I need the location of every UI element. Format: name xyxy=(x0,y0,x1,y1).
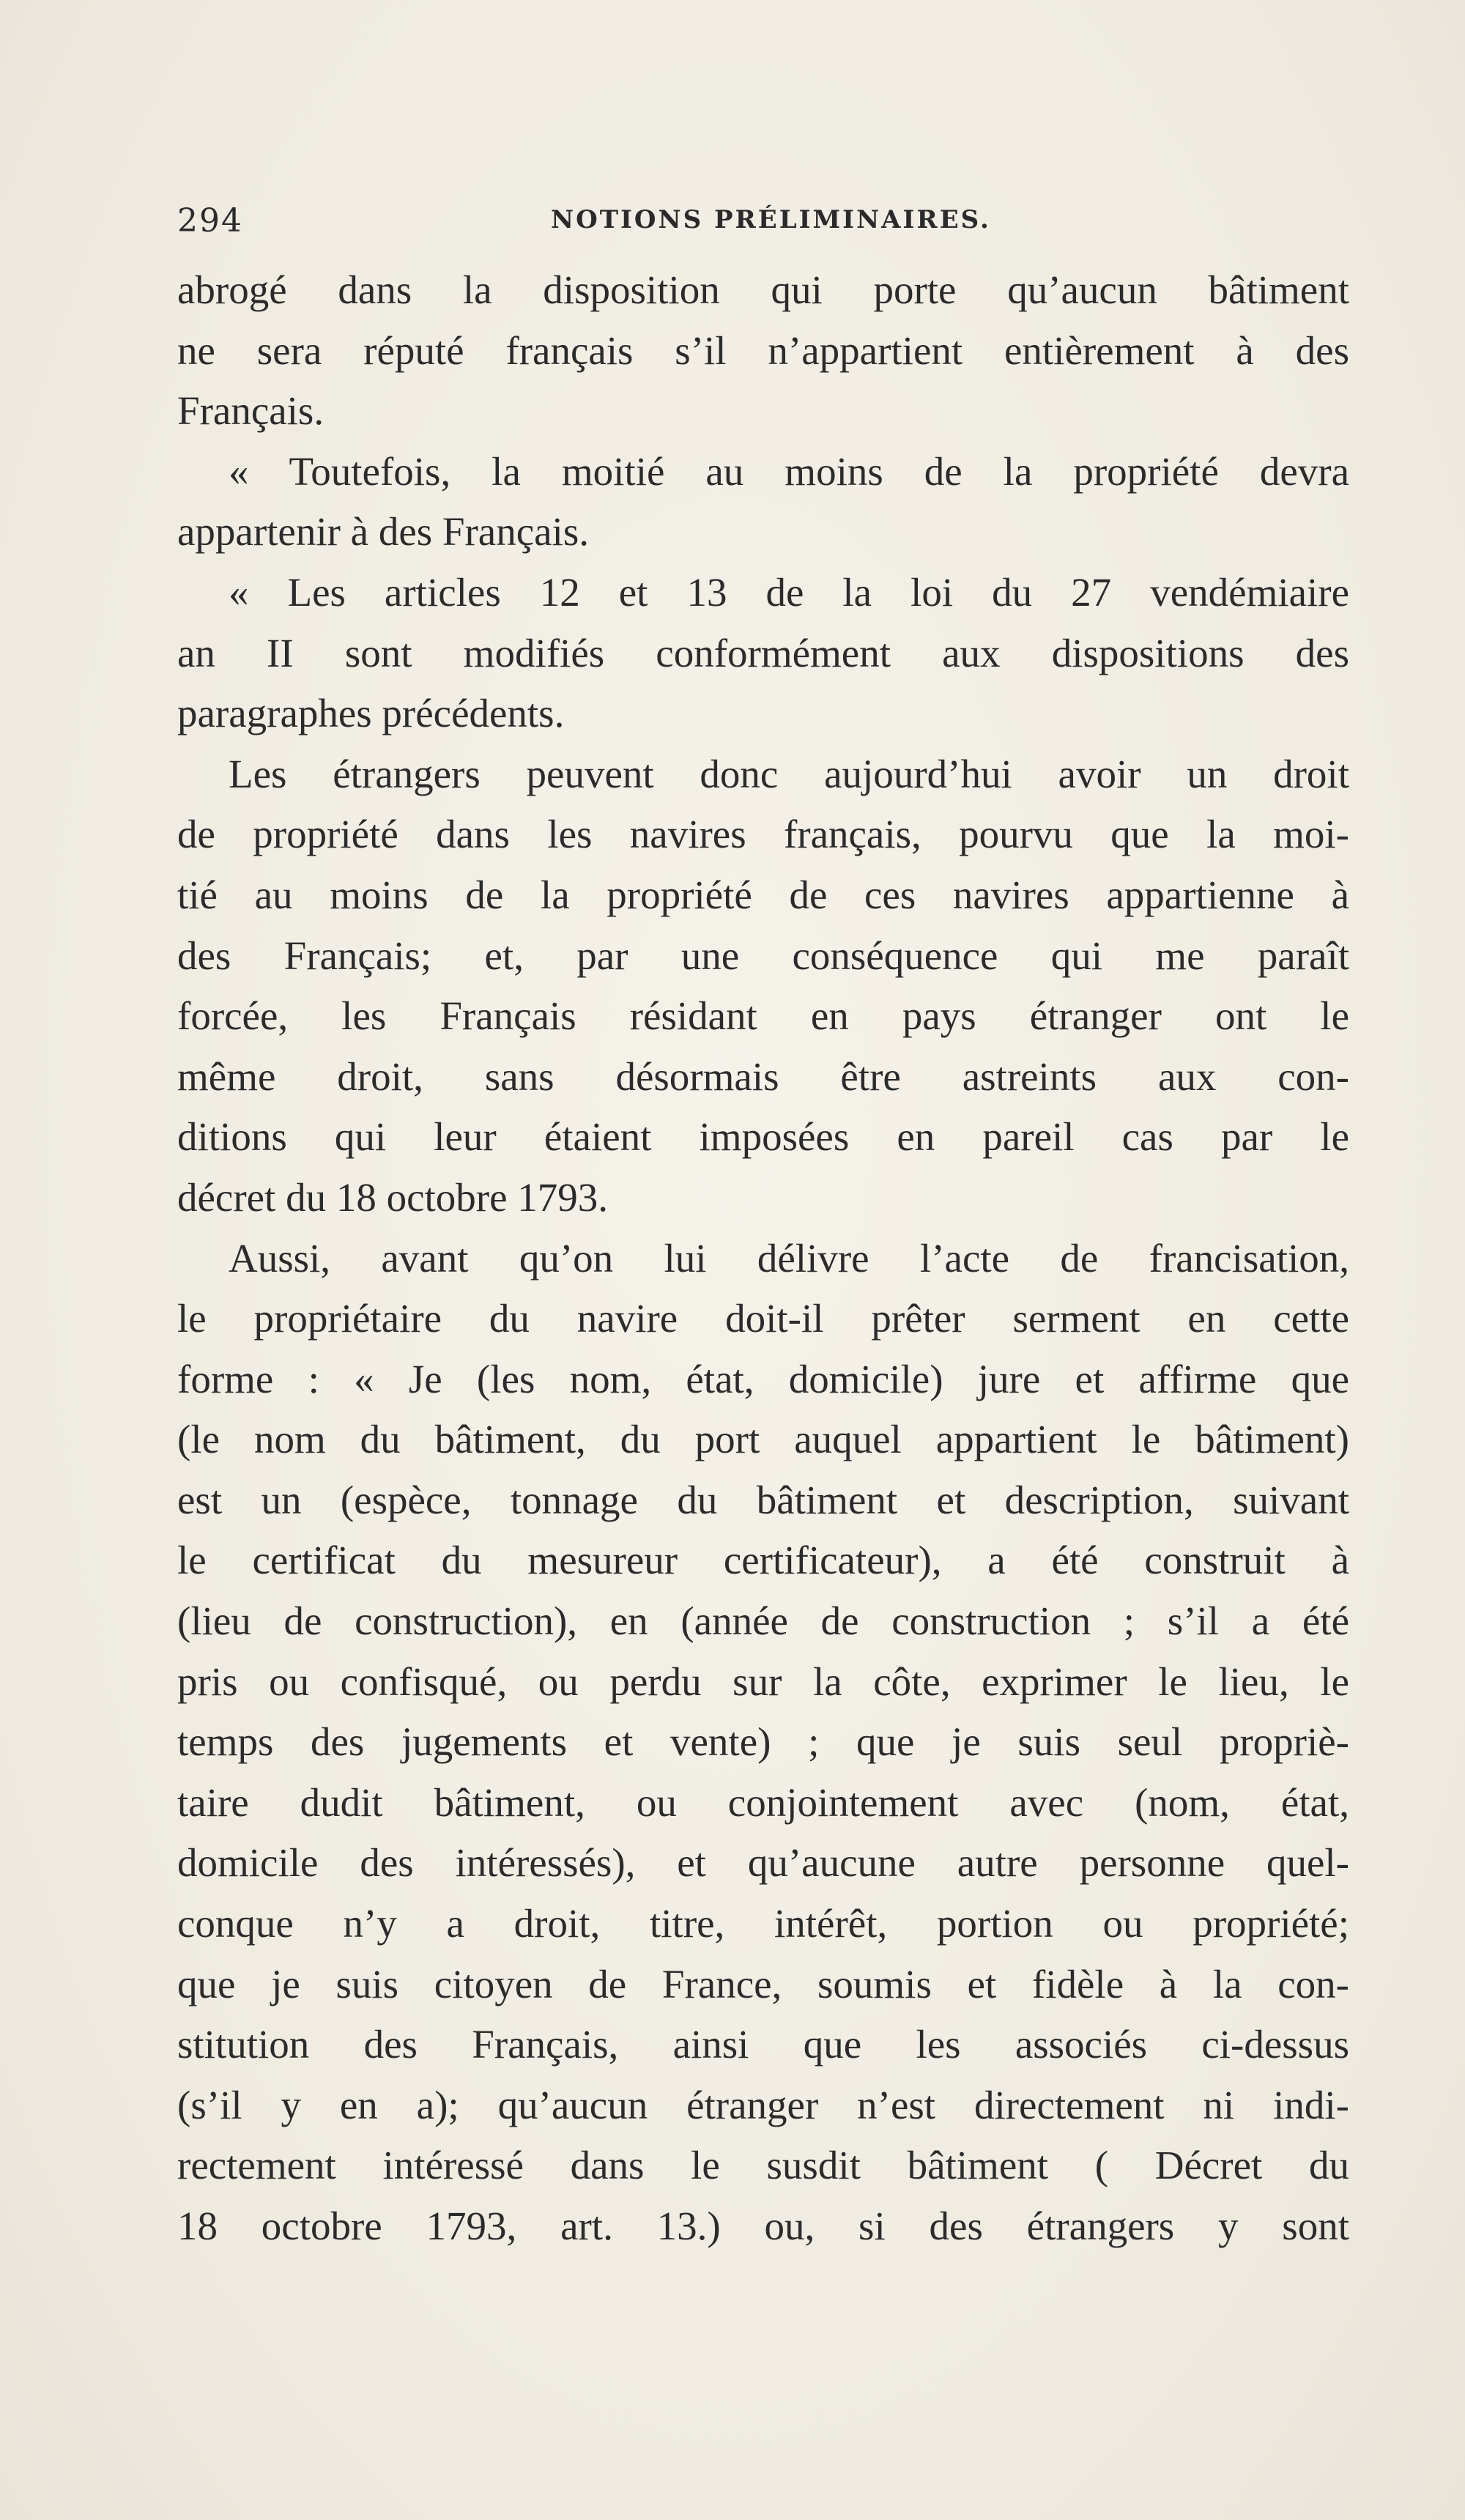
paragraph xyxy=(177,744,1349,1228)
text-line: est un (espèce, tonnage du bâtiment et description, suivant xyxy=(177,1477,1349,1522)
text-line: an II sont modifiés conformément aux dispositions des xyxy=(177,630,1349,675)
text-line: forcée, les Français résidant en pays étranger ont le xyxy=(177,993,1349,1039)
text-line: ne sera réputé français s’il n’appartient entièrement à des xyxy=(177,327,1349,373)
text-line: Les étrangers peuvent donc aujourd’hui avoir un droit xyxy=(229,751,1349,796)
text-line: des Français; et, par une conséquence qui me paraît xyxy=(177,933,1349,978)
text-line: tié au moins de la propriété de ces navires appartienne à xyxy=(177,872,1349,917)
text-line: rectement intéressé dans le susdit bâtiment ( Décret du xyxy=(177,2143,1349,2188)
text-line: Français. xyxy=(177,388,324,434)
text-line: appartenir à des Français. xyxy=(177,509,589,555)
text-line: le propriétaire du navire doit-il prêter serment en cette xyxy=(177,1296,1349,1341)
paragraph xyxy=(177,563,1349,744)
text-line: de propriété dans les navires français, pourvu que la moi- xyxy=(177,812,1349,857)
text-line: 18 octobre 1793, art. 13.) ou, si des étrangers y sont xyxy=(177,2204,1349,2248)
text-line: stitution des Français, ainsi que les associés ci-dessus xyxy=(177,2022,1349,2067)
paragraph xyxy=(177,442,1349,563)
text-line: même droit, sans désormais être astreints aux con- xyxy=(177,1053,1349,1099)
text-line: abrogé dans la disposition qui porte qu’aucun bâtiment xyxy=(177,267,1349,312)
text-line: conque n’y a droit, titre, intérêt, portion ou propriété; xyxy=(177,1901,1349,1946)
text-line: « Toutefois, la moitié au moins de la propriété devra xyxy=(229,448,1349,494)
paragraph xyxy=(177,260,1349,442)
text-line: pris ou confisqué, ou perdu sur la côte, exprimer le lieu, le xyxy=(177,1659,1349,1704)
page-number: 294 xyxy=(177,202,243,240)
text-line: décret du 18 octobre 1793. xyxy=(177,1174,609,1220)
paragraph xyxy=(177,1228,1349,2257)
text-line: (le nom du bâtiment, du port auquel appartient le bâtiment) xyxy=(177,1417,1349,1462)
text-line: domicile des intéressés), et qu’aucune autre personne quel- xyxy=(177,1840,1349,1886)
running-title: NOTIONS PRÉLIMINAIRES. xyxy=(551,205,991,234)
text-line: « Les articles 12 et 13 de la loi du 27 vendémiaire xyxy=(229,569,1349,615)
text-line: Aussi, avant qu’on lui délivre l’acte de francisation, xyxy=(229,1235,1349,1281)
text-line: le certificat du mesureur certificateur), a été construit à xyxy=(177,1538,1349,1583)
running-head xyxy=(177,196,1349,240)
text-line: paragraphes précédents. xyxy=(177,691,565,736)
text-line: temps des jugements et vente) ; que je suis seul propriè- xyxy=(177,1719,1349,1765)
text-line: forme : « Je (les nom, état, domicile) jure et affirme que xyxy=(177,1356,1349,1401)
text-line: (s’il y en a); qu’aucun étranger n’est directement ni indi- xyxy=(177,2082,1349,2127)
text-line: que je suis citoyen de France, soumis et fidèle à la con- xyxy=(177,1961,1349,2006)
body-text xyxy=(177,260,1349,2257)
text-line: taire dudit bâtiment, ou conjointement avec (nom, état, xyxy=(177,1779,1349,1825)
text-line: ditions qui leur étaient imposées en pareil cas par le xyxy=(177,1114,1349,1160)
text-line: (lieu de construction), en (année de construction ; s’il a été xyxy=(177,1598,1349,1644)
